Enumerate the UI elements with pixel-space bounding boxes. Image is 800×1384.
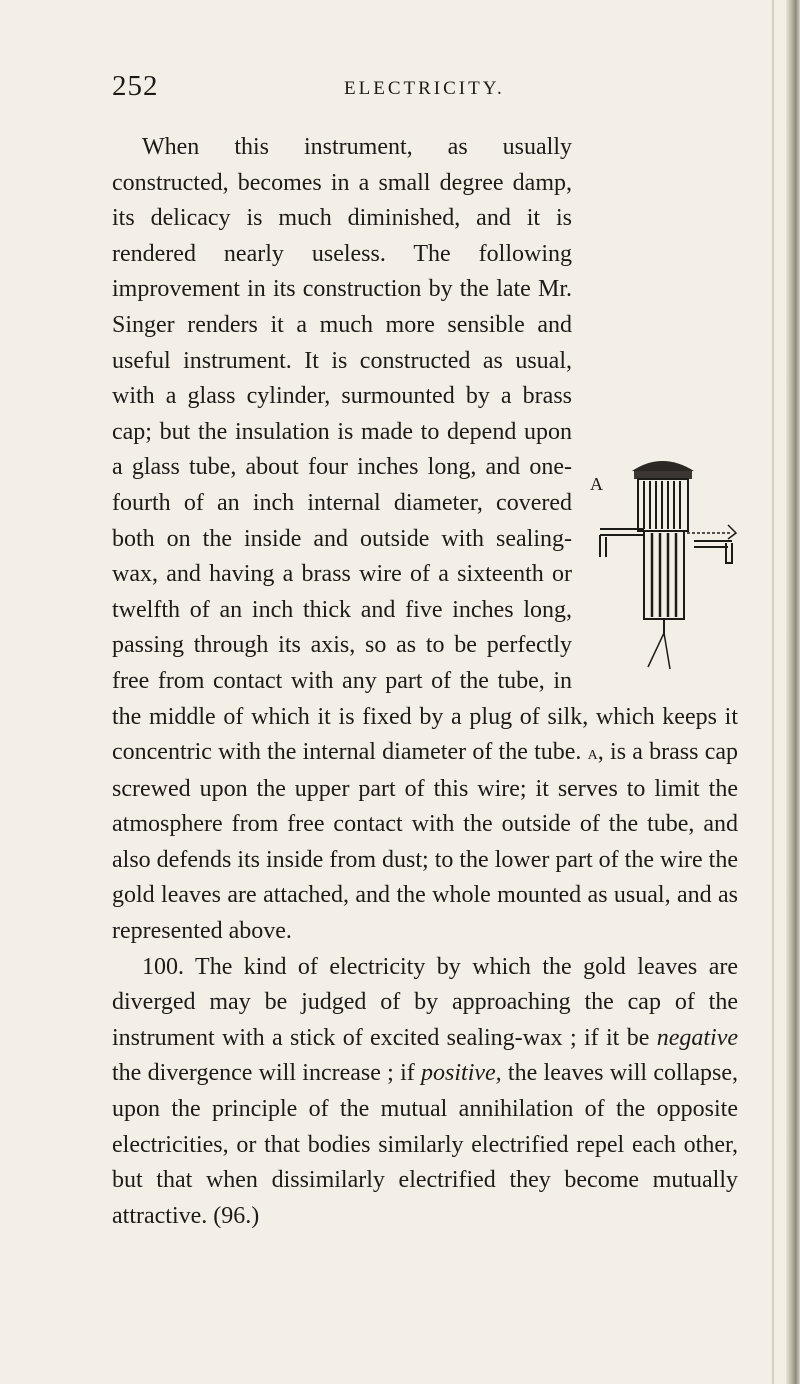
term-positive: positive, [421, 1060, 502, 1087]
page-number: 252 [112, 70, 159, 102]
paragraph-100-end: the leaves will collapse, upon the principle of the mutual annihilation of the opposite electricities, or that bodies similarly electrified repel each other, but that when dissimilarly electrified they become mutually attractive. (96.) [112, 1060, 738, 1229]
paragraph-100-start: 100. The kind of electricity by which the gold leaves are diverged may be judged of by approaching the cap of the instrument with a stick of excited sealing-wax ; if it be [112, 953, 738, 1051]
paragraph-1-continuation: , is a brass cap screwed upon the upper part of this wire; it serves to limit the atmosphere from free contact with the outside of the tube, and also defends its inside from dust; to the lower part of the wire the gold leaves are attached, and the whole mounted as usual, and as represented above. [112, 739, 739, 945]
paragraph-1-text: When this instrument, as usually constructed, becomes in a small degree damp, its delicacy is much diminished, and it is rendered nearly useless. The following improvement in its construction by the late Mr. Singer renders it a much more sensible and useful instrument. It is constructed as usual, with a glass cylinder, surmounted by a brass cap; but the insulation is made to depend upon a glass tube, about four inches long, and one-fourth of an inch internal diameter, covered both on the inside and outside with sealing-wax, and having a brass wire of a sixteenth or twelfth of an inch thick and five inches long, passing through its axis, so as to be perfectly free from contact with any part of the tube, in the middle of which it is fixed by a plug of silk, which keeps it concentric with the internal diameter of the tube. [112, 134, 738, 766]
figure-electroscope [582, 421, 752, 679]
paragraph-100-mid: the divergence will increase ; if [112, 1060, 422, 1087]
page-edge-line [772, 0, 774, 1384]
page-header [112, 70, 737, 110]
page-binding-edge [786, 0, 800, 1384]
paragraph-100 [112, 950, 738, 1235]
figure-reference-a: a [587, 742, 598, 765]
term-negative: negative [656, 1024, 738, 1051]
figure-label: A [590, 474, 603, 494]
body-text [112, 130, 738, 1234]
running-head: ELECTRICITY. [344, 78, 505, 99]
electroscope-cap-diagram-icon [582, 421, 752, 679]
